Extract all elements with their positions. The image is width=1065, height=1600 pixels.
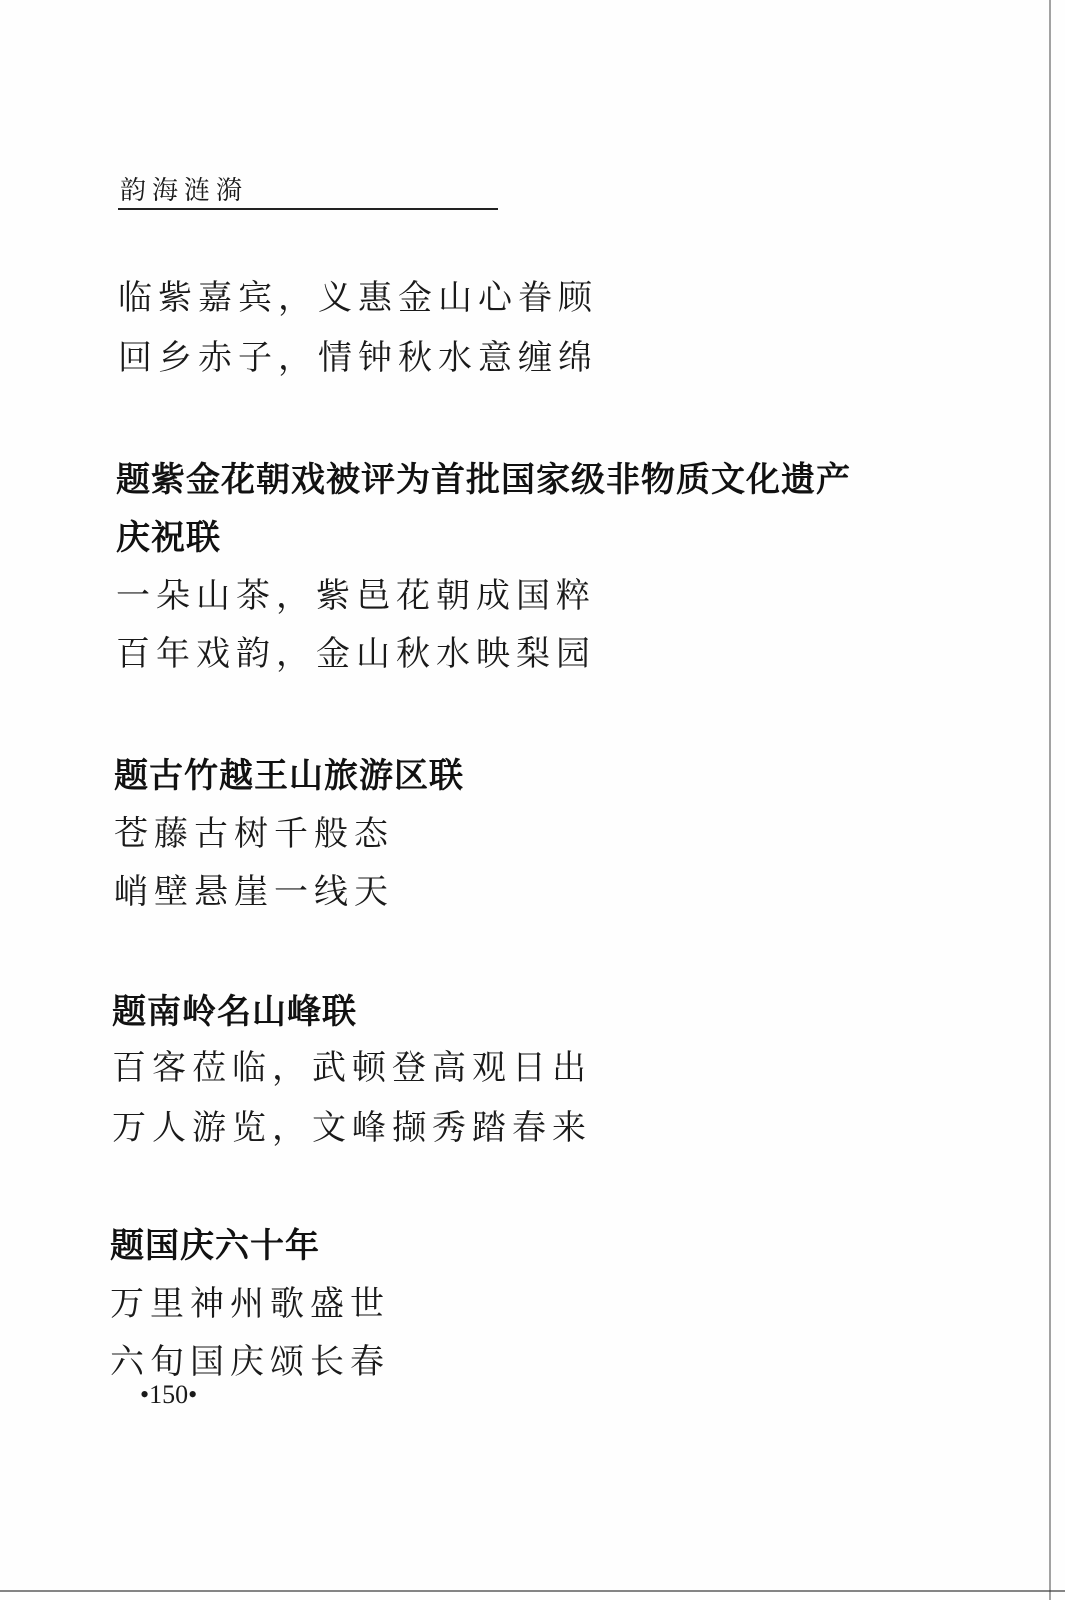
couplet-line: 万里神州歌盛世 [110, 1284, 390, 1324]
couplet-line: 百客莅临，武顿登高观日出 [112, 1048, 592, 1088]
running-header: 韵海涟漪 [120, 176, 249, 206]
scan-edge-bottom [0, 1590, 1065, 1592]
section-title: 题古竹越王山旅游区联 [114, 756, 464, 796]
couplet-line: 万人游览，文峰撷秀踏春来 [112, 1108, 592, 1148]
scan-edge-right [1049, 0, 1051, 1600]
couplet-line: 回乡赤子，情钟秋水意缠绵 [118, 338, 598, 378]
couplet-line: 苍藤古树千般态 [114, 814, 394, 854]
section-title: 题国庆六十年 [110, 1226, 320, 1266]
couplet-line: 六旬国庆颂长春 [110, 1342, 390, 1382]
header-rule [118, 208, 498, 210]
couplet-line: 峭壁悬崖一线天 [114, 872, 394, 912]
section-title: 庆祝联 [116, 518, 221, 558]
section-title: 题紫金花朝戏被评为首批国家级非物质文化遗产 [116, 460, 851, 500]
couplet-line: 百年戏韵，金山秋水映梨园 [116, 634, 596, 674]
page-number: •150• [140, 1380, 198, 1409]
section-title: 题南岭名山峰联 [112, 992, 357, 1032]
couplet-line: 一朵山茶，紫邑花朝成国粹 [116, 576, 596, 616]
couplet-line: 临紫嘉宾，义惠金山心眷顾 [118, 278, 598, 318]
